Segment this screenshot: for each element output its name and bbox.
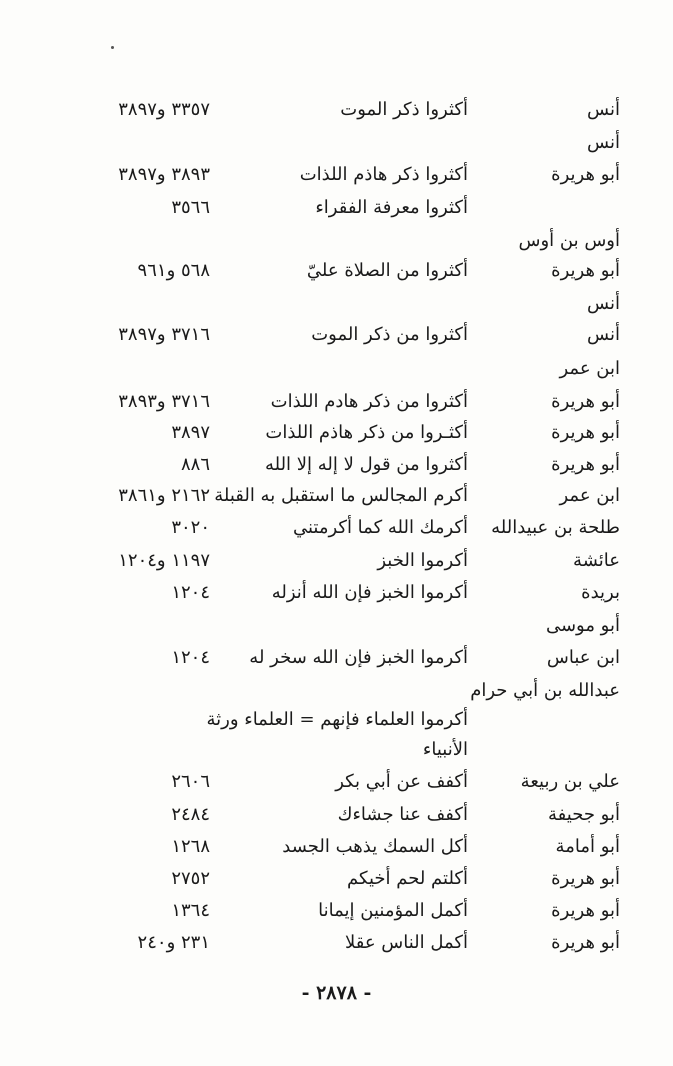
index-row (60, 193, 620, 223)
hadith-refs: ٢٦٠٦ (171, 771, 210, 792)
narrator: ابن عباس (546, 647, 620, 668)
hadith-text: أكرم المجالس ما استقبل به القبلة (214, 485, 468, 506)
narrator: عبدالله بن أبي حرام (470, 680, 620, 701)
narrator: أبو موسى (545, 615, 620, 636)
index-row (60, 513, 620, 543)
index-row (60, 226, 620, 256)
narrator: أبو هريرة (551, 454, 620, 475)
index-row (60, 578, 620, 608)
index-row (60, 95, 620, 125)
hadith-text: أكثـروا من ذكر هاذم اللذات (265, 422, 468, 443)
hadith-refs: ٢٤٨٤ (171, 804, 210, 825)
hadith-text: أكرموا الخبز فإن الله سخر له (249, 647, 468, 668)
narrator: أنس (587, 293, 620, 314)
narrator: أبو هريرة (551, 932, 620, 953)
hadith-text: أكثروا ذكر هاذم اللذات (299, 164, 468, 185)
hadith-text: أكثروا من ذكر هادم اللذات (270, 391, 468, 412)
index-row (60, 800, 620, 830)
index-row (60, 928, 620, 958)
speck-mark (111, 46, 114, 49)
narrator: أنس (587, 132, 620, 153)
index-row (60, 832, 620, 862)
hadith-refs: ٥٦٨ و٩٦١ (137, 260, 210, 281)
hadith-refs: ٢٣١ و٢٤٠ (137, 932, 210, 953)
hadith-refs: ٣٧١٦ و٣٨٩٣ (118, 391, 210, 412)
narrator: أبو هريرة (551, 260, 620, 281)
index-row (60, 611, 620, 641)
index-row (60, 481, 620, 511)
hadith-refs: ٢١٦٢ و٣٨٦١ (118, 485, 210, 506)
hadith-refs: ١٣٦٤ (171, 900, 210, 921)
narrator: أبو هريرة (551, 164, 620, 185)
narrator: أبو أمامة (555, 836, 620, 857)
hadith-text: أكفف عنا جشاءك (337, 804, 468, 825)
hadith-refs: ٣٠٢٠ (171, 517, 210, 538)
hadith-refs: ٣٥٦٦ (171, 197, 210, 218)
hadith-refs: ٨٨٦ (180, 454, 210, 475)
narrator: أوس بن أوس (518, 230, 620, 251)
narrator: أبو هريرة (551, 422, 620, 443)
index-row (60, 418, 620, 448)
hadith-refs: ١٢٦٨ (171, 836, 210, 857)
hadith-text: أكرمك الله كما أكرمتني (292, 517, 468, 538)
narrator: أبو هريرة (551, 391, 620, 412)
hadith-text: أكرموا العلماء فإنهم = العلماء ورثة (206, 709, 468, 730)
hadith-text-continued: الأنبياء (422, 739, 468, 760)
hadith-text: أكمل الناس عقلا (344, 932, 468, 953)
hadith-refs: ٣٨٩٣ و٣٨٩٧ (118, 164, 210, 185)
narrator: أبو جحيفة (548, 804, 620, 825)
hadith-refs: ٣٧١٦ و٣٨٩٧ (118, 324, 210, 345)
narrator: أبو هريرة (551, 900, 620, 921)
index-row (60, 676, 620, 706)
hadith-text: أكفف عن أبي بكر (335, 771, 468, 792)
hadith-text: أكرموا الخبز فإن الله أنزله (271, 582, 468, 603)
narrator: بريدة (581, 582, 620, 603)
index-row (60, 320, 620, 350)
index-row (60, 767, 620, 797)
hadith-refs: ١٢٠٤ (171, 582, 210, 603)
index-row (60, 864, 620, 894)
hadith-text: أكثروا من الصلاة عليّ (306, 260, 468, 281)
narrator: أنس (587, 99, 620, 120)
index-row (60, 450, 620, 480)
hadith-refs: ١١٩٧ و١٢٠٤ (118, 550, 210, 571)
hadith-refs: ٢٧٥٢ (171, 868, 210, 889)
hadith-refs: ١٢٠٤ (171, 647, 210, 668)
index-row (60, 128, 620, 158)
index-row (60, 896, 620, 926)
narrator: أنس (587, 324, 620, 345)
narrator: ابن عمر (559, 485, 620, 506)
index-row (60, 256, 620, 286)
narrator: عائشة (573, 550, 620, 571)
hadith-refs: ٣٣٥٧ و٣٨٩٧ (118, 99, 210, 120)
index-row (60, 387, 620, 417)
hadith-refs: ٣٨٩٧ (171, 422, 210, 443)
index-row (60, 289, 620, 319)
narrator: علي بن ربيعة (520, 771, 620, 792)
hadith-text: أكرموا الخبز (377, 550, 468, 571)
index-row (60, 160, 620, 190)
index-row (60, 546, 620, 576)
narrator: ابن عمر (559, 358, 620, 379)
hadith-text: أكثروا من ذكر الموت (311, 324, 468, 345)
hadith-text: أكلتم لحم أخيكم (347, 868, 468, 889)
index-row (60, 735, 620, 765)
page-number: - ٢٨٧٨ - (301, 982, 372, 1004)
index-row (60, 643, 620, 673)
hadith-text: أكثروا معرفة الفقراء (315, 197, 468, 218)
hadith-text: أكمل المؤمنين إيمانا (318, 900, 468, 921)
index-row (60, 354, 620, 384)
hadith-text: أكل السمك يذهب الجسد (282, 836, 468, 857)
narrator: أبو هريرة (551, 868, 620, 889)
index-row (60, 705, 620, 735)
narrator: طلحة بن عبيدالله (491, 517, 620, 538)
hadith-text: أكثروا من قول لا إله إلا الله (264, 454, 468, 475)
hadith-text: أكثروا ذكر الموت (340, 99, 468, 120)
